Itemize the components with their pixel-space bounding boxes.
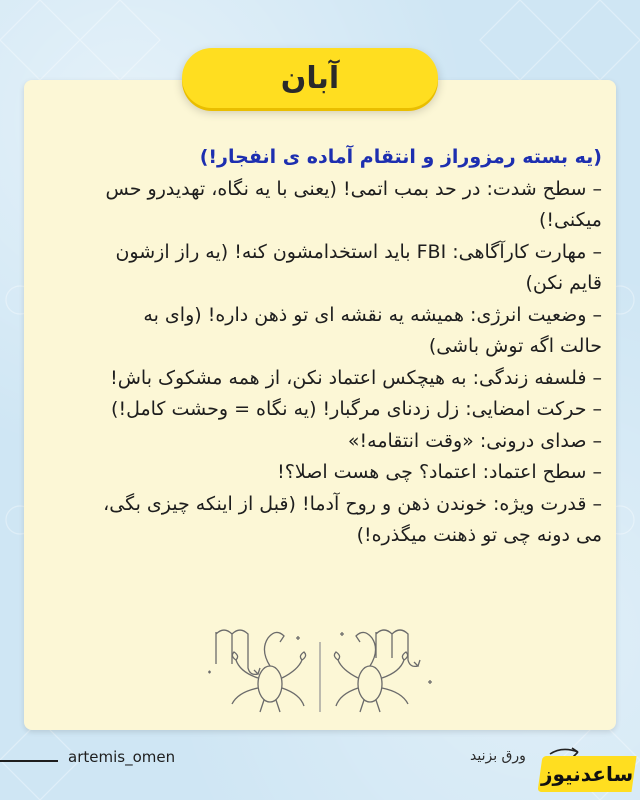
footer xyxy=(0,740,640,800)
subtitle: (یه بسته رمزوراز و انتقام آماده ی انفجار!) xyxy=(199,146,602,168)
text-line: – سطح اعتماد: اعتماد؟ چی هست اصلا؟! xyxy=(277,461,602,483)
text-line: – فلسفه زندگی: به هیچکس اعتماد نکن، از همه مشکوک باش! xyxy=(110,366,602,389)
text-line: – سطح شدت: در حد بمب اتمی! (یعنی با یه نگاه، تهدیدرو حس xyxy=(105,177,602,200)
text-line: – حرکت امضایی: زل زدنای مرگبار! (یه نگاه = وحشت کامل!) xyxy=(111,398,602,420)
text-line: – مهارت کارآگاهی: FBI باید استخدامشون کنه! (یه راز ازشون xyxy=(115,240,602,263)
scorpio-illustration xyxy=(200,612,440,722)
scorpio-symbol-icon xyxy=(216,630,260,674)
scorpio-symbol-icon xyxy=(376,630,420,666)
brand-logo-text: ساعدنیوز xyxy=(540,762,634,786)
text-line: قایم نکن) xyxy=(525,272,602,294)
text-line: – وضعیت انرژی: همیشه یه نقشه ای تو ذهن داره! (وای به xyxy=(143,303,602,326)
text-line: – قدرت ویژه: خوندن ذهن و روح آدما! (قبل از اینکه چیزی بگی، xyxy=(103,492,602,515)
text-line: میکنی!) xyxy=(538,209,602,231)
title-badge xyxy=(182,48,438,108)
scorpion-icon xyxy=(334,632,408,712)
page-title: آبان xyxy=(280,60,340,96)
horoscope-text xyxy=(38,142,602,552)
footer-divider xyxy=(0,760,58,762)
text-line: می دونه چی تو ذهنت میگذره!) xyxy=(356,524,602,546)
text-line: حالت اگه توش باشی) xyxy=(428,335,602,357)
instagram-handle: artemis_omen xyxy=(68,748,176,766)
text-line: – صدای درونی: «وقت انتقامه!» xyxy=(347,429,602,452)
brand-logo xyxy=(537,756,636,792)
scorpion-icon xyxy=(232,632,306,712)
swipe-hint: ورق بزنید xyxy=(470,748,526,764)
